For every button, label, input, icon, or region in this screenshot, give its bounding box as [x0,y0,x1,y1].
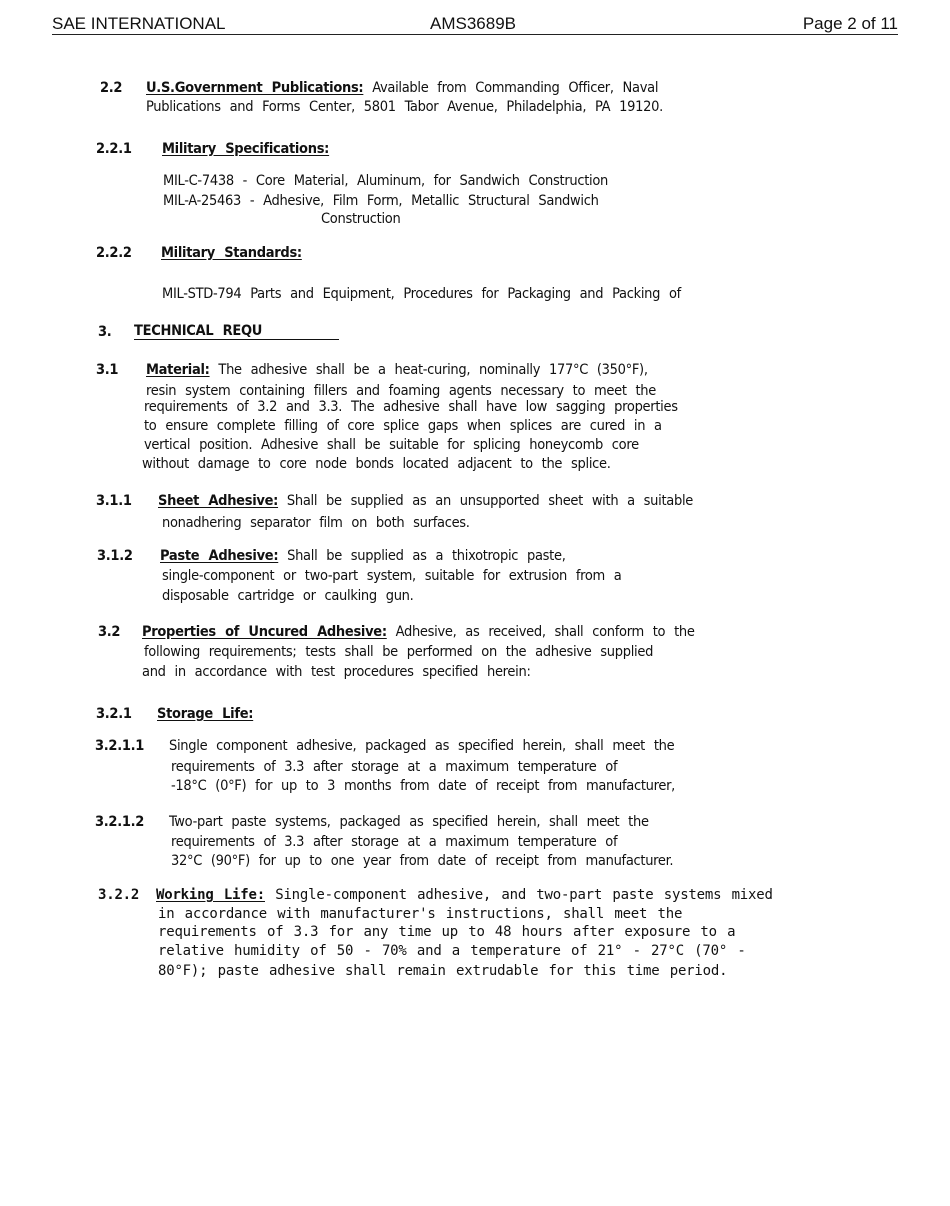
section-number: 3. [98,324,112,340]
section-text: Adhesive, as received, shall conform to the [395,624,695,640]
section-text: Shall be supplied as a thixotropic paste, [287,548,566,564]
section-title: Military Specifications: [162,141,330,157]
section-number: 3.1.1 [96,493,132,509]
section-line [158,492,693,510]
section-title: Military Standards: [161,245,302,261]
section-text: Available from Commanding Officer, Naval [372,80,659,96]
header-document-id: AMS3689B [430,14,516,33]
section-number: 3.2 [98,624,121,640]
section-line [156,886,773,904]
section-number: 2.2.1 [96,141,132,157]
section-line: 80°F); paste adhesive shall remain extrudable for this time period. [158,963,728,979]
spec-line: Construction [321,211,401,227]
section-line: requirements of 3.3 after storage at a maximum temperature of [171,759,618,775]
section-line: requirements of 3.3 after storage at a maximum temperature of [171,834,618,850]
section-number: 3.2.1.1 [95,738,145,754]
section-line: Two-part paste systems, packaged as specified herein, shall meet the [169,814,649,830]
header-page-number: Page 2 of 11 [802,14,898,33]
section-number: 3.2.1.2 [95,814,145,830]
section-number: 2.2 [100,80,123,96]
section-line: nonadhering separator film on both surfaces. [162,515,470,531]
section-line: resin system containing fillers and foaming agents necessary to meet the [146,383,657,399]
section-line: in accordance with manufacturer's instructions, shall meet the [158,906,683,922]
section-line: disposable cartridge or caulking gun. [162,588,414,604]
section-line: -18°C (0°F) for up to 3 months from date of receipt from manufacturer, [171,778,676,794]
section-number: 3.2.2 [98,887,140,903]
section-line [146,361,648,379]
section-title: Paste Adhesive: [160,548,279,564]
section-line [142,623,695,641]
section-line [160,547,566,565]
section-title: Sheet Adhesive: [158,493,279,509]
section-text: Single-component adhesive, and two-part paste systems mixed [275,887,773,903]
section-number: 3.1 [96,362,119,378]
section-title: TECHNICAL REQU [134,323,339,340]
section-line: without damage to core node bonds located adjacent to the splice. [142,456,611,472]
spec-line: MIL-C-7438 - Core Material, Aluminum, for Sandwich Construction [163,173,609,189]
section-number: 3.1.2 [97,548,133,564]
header-organization: SAE INTERNATIONAL [52,14,226,33]
section-title: Storage Life: [157,706,254,722]
section-line [146,79,658,97]
section-line: Publications and Forms Center, 5801 Tabor Avenue, Philadelphia, PA 19120. [146,99,663,115]
section-line: and in accordance with test procedures specified herein: [142,664,531,680]
section-line: requirements of 3.2 and 3.3. The adhesive shall have low sagging properties [144,399,678,415]
section-line: following requirements; tests shall be performed on the adhesive supplied [144,644,654,660]
section-text: Shall be supplied as an unsupported sheet with a suitable [286,493,694,509]
section-line: 32°C (90°F) for up to one year from date of receipt from manufacturer. [171,853,674,869]
section-number: 3.2.1 [96,706,132,722]
section-title: Properties of Uncured Adhesive: [142,624,387,640]
standard-line: MIL-STD-794 Parts and Equipment, Procedures for Packaging and Packing of [162,286,681,302]
section-line: vertical position. Adhesive shall be suitable for splicing honeycomb core [144,437,639,453]
section-number: 2.2.2 [96,245,132,261]
spec-line: MIL-A-25463 - Adhesive, Film Form, Metallic Structural Sandwich [163,193,599,209]
section-line: to ensure complete filling of core splice gaps when splices are cured in a [144,418,662,434]
section-text: The adhesive shall be a heat-curing, nominally 177°C (350°F), [218,362,648,378]
section-title: Working Life: [156,887,265,903]
section-line: requirements of 3.3 for any time up to 48 hours after exposure to a [158,924,736,940]
page-header [52,14,898,35]
section-line: Single component adhesive, packaged as specified herein, shall meet the [169,738,675,754]
section-title: Material: [146,362,210,378]
section-line: relative humidity of 50 - 70% and a temperature of 21° - 27°C (70° - [158,943,746,959]
section-line: single-component or two-part system, suitable for extrusion from a [162,568,622,584]
section-title: U.S.Government Publications: [146,80,364,96]
